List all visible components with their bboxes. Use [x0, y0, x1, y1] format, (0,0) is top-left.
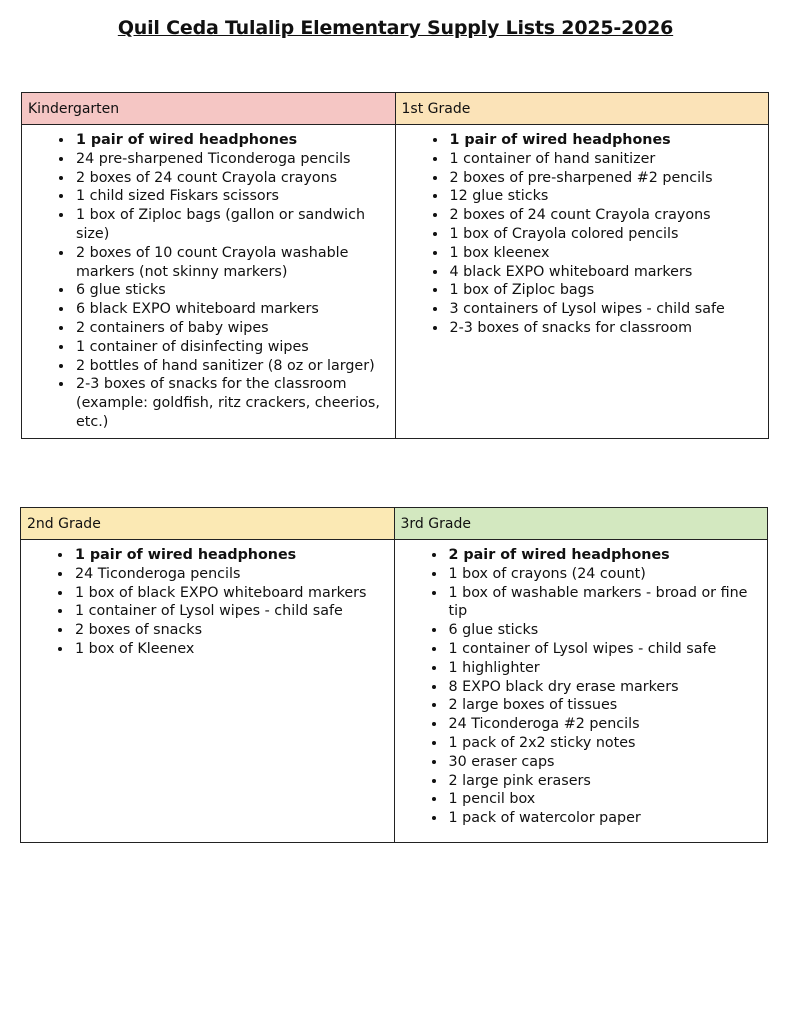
- supply-item: • 1 container of Lysol wipes - child safe: [447, 640, 760, 659]
- supply-item: • 1 container of disinfecting wipes: [74, 338, 387, 357]
- first-grade-header: 1st Grade: [395, 93, 769, 125]
- supply-item: • 3 containers of Lysol wipes - child safe: [448, 300, 761, 319]
- supply-item: • 1 pack of watercolor paper: [447, 809, 760, 828]
- supply-item: • 1 box of Crayola colored pencils: [448, 225, 761, 244]
- supply-item: • 1 pair of wired headphones: [73, 546, 386, 565]
- supply-item: • 12 glue sticks: [448, 187, 761, 206]
- supply-table-top: [21, 92, 769, 439]
- supply-item: • 1 highlighter: [447, 659, 760, 678]
- supply-item: • 24 Ticonderoga #2 pencils: [447, 715, 760, 734]
- supply-item: • 1 box of Ziploc bags: [448, 281, 761, 300]
- supply-item: • 8 EXPO black dry erase markers: [447, 678, 760, 697]
- third-grade-list-cell: [394, 540, 768, 843]
- second-grade-supply-list: [21, 546, 386, 659]
- supply-item: • 2-3 boxes of snacks for classroom: [448, 319, 761, 338]
- first-grade-supply-list: [396, 131, 761, 338]
- supply-item: • 2 bottles of hand sanitizer (8 oz or larger): [74, 357, 387, 376]
- supply-item: • 2 containers of baby wipes: [74, 319, 387, 338]
- supply-item: • 1 pack of 2x2 sticky notes: [447, 734, 760, 753]
- page-title: Quil Ceda Tulalip Elementary Supply Lists 2025-2026: [117, 17, 674, 39]
- supply-item: • 2 boxes of 10 count Crayola washable markers (not skinny markers): [74, 244, 387, 282]
- kindergarten-list-cell: [22, 125, 396, 439]
- kindergarten-supply-list: [22, 131, 387, 432]
- supply-item: • 1 pencil box: [447, 790, 760, 809]
- supply-item: • 1 box of black EXPO whiteboard markers: [73, 584, 386, 603]
- supply-item: • 1 box kleenex: [448, 244, 761, 263]
- supply-item: • 2 boxes of 24 count Crayola crayons: [74, 169, 387, 188]
- supply-item: • 24 Ticonderoga pencils: [73, 565, 386, 584]
- supply-item: • 2 pair of wired headphones: [447, 546, 760, 565]
- supply-item: • 2 boxes of snacks: [73, 621, 386, 640]
- supply-item: • 1 container of hand sanitizer: [448, 150, 761, 169]
- first-grade-list-cell: [395, 125, 769, 439]
- supply-item: • 24 pre-sharpened Ticonderoga pencils: [74, 150, 387, 169]
- supply-item: • 2 large boxes of tissues: [447, 696, 760, 715]
- supply-item: • 1 box of washable markers - broad or fine tip: [447, 584, 760, 622]
- supply-item: • 1 pair of wired headphones: [448, 131, 761, 150]
- second-grade-header: 2nd Grade: [21, 508, 395, 540]
- supply-item: • 4 black EXPO whiteboard markers: [448, 263, 761, 282]
- supply-item: • 2 boxes of pre-sharpened #2 pencils: [448, 169, 761, 188]
- second-grade-list-cell: [21, 540, 395, 843]
- kindergarten-header: Kindergarten: [22, 93, 396, 125]
- supply-item: • 1 box of Kleenex: [73, 640, 386, 659]
- supply-item: • 1 box of Ziploc bags (gallon or sandwich size): [74, 206, 387, 244]
- supply-item: • 30 eraser caps: [447, 753, 760, 772]
- supply-item: • 6 glue sticks: [447, 621, 760, 640]
- third-grade-supply-list: [395, 546, 760, 828]
- supply-item: • 6 glue sticks: [74, 281, 387, 300]
- supply-item: • 2-3 boxes of snacks for the classroom (example: goldfish, ritz crackers, cheerios, etc.): [74, 375, 387, 431]
- supply-item: • 6 black EXPO whiteboard markers: [74, 300, 387, 319]
- supply-item: • 1 child sized Fiskars scissors: [74, 187, 387, 206]
- supply-item: • 1 pair of wired headphones: [74, 131, 387, 150]
- supply-table-bottom: [20, 507, 768, 843]
- third-grade-header: 3rd Grade: [394, 508, 768, 540]
- supply-item: • 2 boxes of 24 count Crayola crayons: [448, 206, 761, 225]
- supply-item: • 1 container of Lysol wipes - child safe: [73, 602, 386, 621]
- supply-item: • 2 large pink erasers: [447, 772, 760, 791]
- supply-item: • 1 box of crayons (24 count): [447, 565, 760, 584]
